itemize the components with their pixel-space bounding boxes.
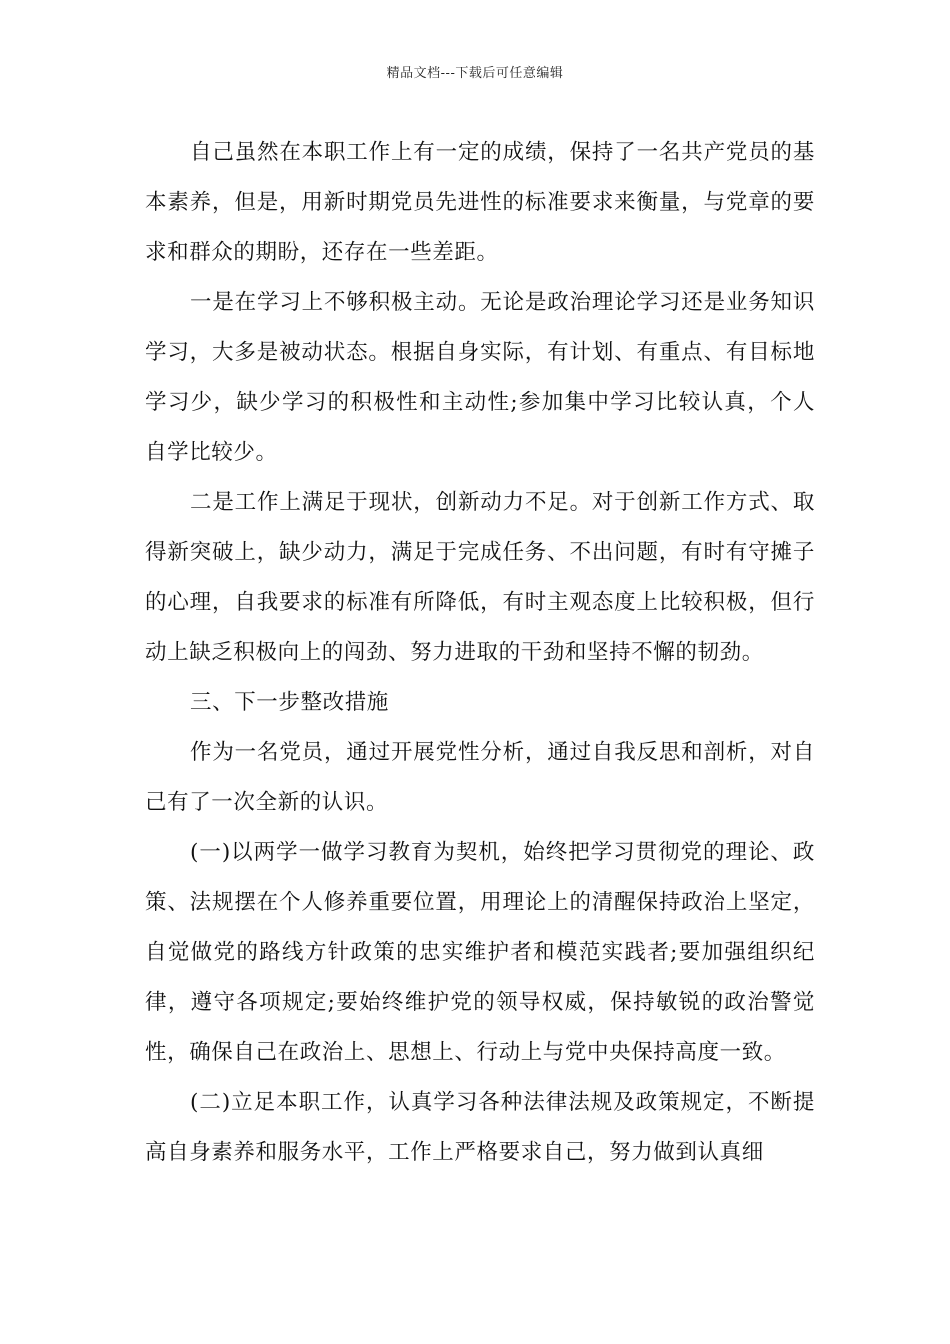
paragraph-self-reflection: 作为一名党员，通过开展党性分析，通过自我反思和剖析，对自己有了一次全新的认识。 — [145, 740, 815, 815]
section-heading-measures: 三、下一步整改措施 — [190, 690, 389, 715]
paragraph-study-issue: 一是在学习上不够积极主动。无论是政治理论学习还是业务知识学习，大多是被动状态。根据自身实际，有计划、有重点、有目标地学习少，缺少学习的积极性和主动性;参加集中学习比较认真，个人自学比较少。 — [145, 290, 815, 465]
page-header: 精品文档---下载后可任意编辑 — [386, 66, 564, 81]
paragraph-measure-two: (二)立足本职工作，认真学习各种法律法规及政策规定，不断提高自身素养和服务水平，工作上严格要求自己，努力做到认真细 — [145, 1090, 815, 1165]
document-body — [145, 128, 815, 1178]
paragraph-measure-one: (一)以两学一做学习教育为契机，始终把学习贯彻党的理论、政策、法规摆在个人修养重要位置，用理论上的清醒保持政治上坚定，自觉做党的路线方针政策的忠实维护者和模范实践者;要加强组织纪律，遵守各项规定;要始终维护党的领导权威，保持敏锐的政治警觉性，确保自己在政治上、思想上、行动上与党中央保持高度一致。 — [145, 840, 815, 1065]
paragraph-work-issue: 二是工作上满足于现状，创新动力不足。对于创新工作方式、取得新突破上，缺少动力，满足于完成任务、不出问题，有时有守摊子的心理，自我要求的标准有所降低，有时主观态度上比较积极，但行动上缺乏积极向上的闯劲、努力进取的干劲和坚持不懈的韧劲。 — [145, 490, 815, 665]
paragraph-gaps-intro: 自己虽然在本职工作上有一定的成绩，保持了一名共产党员的基本素养，但是，用新时期党员先进性的标准要求来衡量，与党章的要求和群众的期盼，还存在一些差距。 — [145, 140, 815, 265]
